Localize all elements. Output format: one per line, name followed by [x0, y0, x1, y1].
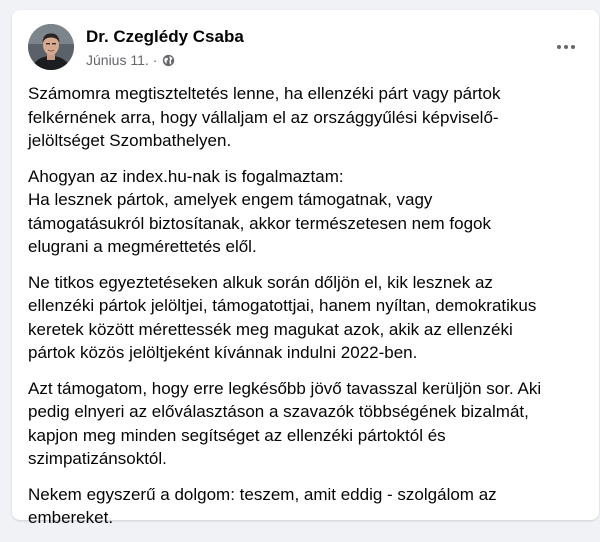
avatar-photo: [28, 24, 74, 70]
post-meta: [86, 52, 175, 68]
post-paragraph: [28, 377, 581, 471]
post-text: [28, 82, 581, 542]
post-card: [12, 10, 599, 527]
text-line: ellenzéki pártok jelöltjei, támogatottjai, hanem nyíltan, demokratikus: [28, 296, 537, 315]
text-line: jelöltséget Szombathelyen.: [28, 131, 232, 150]
post-paragraph: [28, 271, 581, 365]
text-line: embereket.: [28, 508, 114, 527]
text-line: pedig elnyeri az előválasztáson a szavazók többségének bizalmát,: [28, 402, 529, 421]
text-line: Ne titkos egyeztetéseken alkuk során dőljön el, kik lesznek az: [28, 272, 493, 292]
post-header: [28, 24, 585, 72]
more-options-button[interactable]: [549, 34, 583, 60]
text-line: Számomra megtiszteltetés lenne, ha ellenzéki párt vagy pártok: [28, 84, 501, 103]
text-line: keretek között mérettessék meg magukat azok, akik az ellenzéki: [28, 319, 513, 339]
meta-separator: ·: [152, 52, 158, 68]
text-line: szimpatizánsoktól.: [28, 449, 167, 468]
text-line: Ahogyan az index.hu-nak is fogalmaztam:: [28, 166, 344, 186]
post-paragraph: [28, 483, 581, 530]
globe-icon[interactable]: [162, 54, 175, 67]
author-name[interactable]: Dr. Czeglédy Csaba: [86, 27, 244, 46]
post-date[interactable]: Június 11.: [86, 52, 149, 68]
text-line: pártok közös jelöltjeként kívánnak indulni 2022-ben.: [28, 343, 418, 362]
text-line: Ha lesznek pártok, amelyek engem támogatnak, vagy: [28, 190, 433, 209]
text-line: Azt támogatom, hogy erre legkésőbb jövő tavasszal kerüljön sor. Aki: [28, 378, 542, 398]
text-line: felkérnének arra, hogy vállaljam el az országgyűlési képviselő-: [28, 107, 499, 127]
text-line: kapjon meg minden segítséget az ellenzéki pártoktól és: [28, 425, 446, 445]
text-line: Nekem egyszerű a dolgom: teszem, amit eddig - szolgálom az: [28, 484, 497, 504]
more-options-icon: [557, 45, 561, 49]
avatar[interactable]: [28, 24, 74, 70]
post-paragraph: [28, 165, 581, 259]
text-line: támogatásukról biztosítanak, akkor természetesen nem fogok: [28, 213, 492, 233]
post-paragraph: [28, 82, 581, 153]
text-line: elugrani a megmérettetés elől.: [28, 237, 257, 256]
